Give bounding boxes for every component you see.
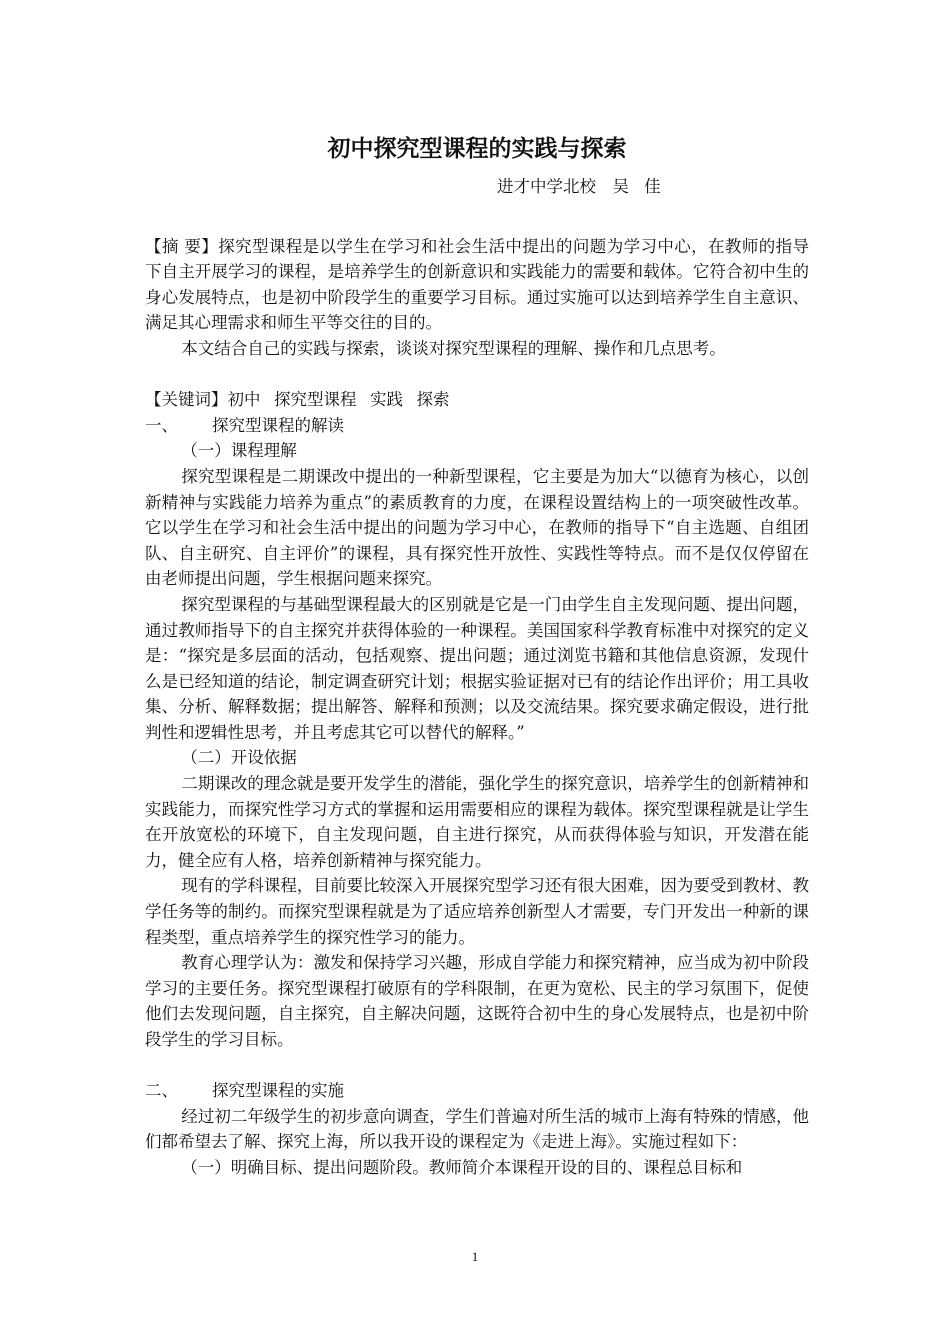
body-paragraph: 探究型课程是二期课改中提出的一种新型课程，它主要是为加大“以德育为核心，以创新精神与实践能力培养为重点”的素质教育的力度，在课程设置结构上的一项突破性改革。它以学生在学习和社会生活中提出的问题为学习中心，在教师的指导下“自主选题、自组团队、自主研究、自主评价”的课程，具有探究性开放性、实践性等特点。而不是仅仅停留在由老师提出问题，学生根据问题来探究。 <box>145 466 809 589</box>
blank-line <box>145 1053 809 1079</box>
blank-line <box>145 362 809 388</box>
section-heading-2 <box>145 1078 809 1104</box>
body-paragraph: （一）明确目标、提出问题阶段。教师简介本课程开设的目的、课程总目标和 <box>181 1157 743 1177</box>
section-number: 二、 <box>145 1081 178 1101</box>
document-body <box>145 128 809 1181</box>
section-number: 一、 <box>145 415 178 435</box>
section-heading-1 <box>145 413 809 439</box>
body-paragraph: 经过初二年级学生的初步意向调查，学生们普遍对所生活的城市上海有特殊的情感，他们都希望去了解、探究上海，所以我开设的课程定为《走进上海》。实施过程如下： <box>145 1106 809 1152</box>
abstract-paragraph: 【摘 要】探究型课程是以学生在学习和社会生活中提出的问题为学习中心，在教师的指导下自主开展学习的课程，是培养学生的创新意识和实践能力的需要和载体。它符合初中生的身心发展特点，也是初中阶段学生的重要学习目标。通过实施可以达到培养学生自主意识、满足其心理需求和师生平等交往的目的。 <box>145 236 809 333</box>
body-paragraph: 探究型课程的与基础型课程最大的区别就是它是一门由学生自主发现问题、提出问题，通过教师指导下的自主探究并获得体验的一种课程。美国国家科学教育标准中对探究的定义是：“探究是多层面的活动，包括观察、提出问题；通过浏览书籍和其他信息资源，发现什么是已经知道的结论，制定调查研究计划；根据实验证据对已有的结论作出评价；用工具收集、分析、解释数据；提出解答、解释和预测；以及交流结果。探究要求确定假设，进行批判性和逻辑性思考，并且考虑其它可以替代的解释。” <box>145 594 809 742</box>
subsection-heading: （二）开设依据 <box>181 748 297 768</box>
subsection-heading: （一）课程理解 <box>181 441 297 461</box>
abstract-paragraph-2: 本文结合自己的实践与探索，谈谈对探究型课程的理解、操作和几点思考。 <box>181 338 726 358</box>
section-title: 探究型课程的实施 <box>212 1081 344 1101</box>
section-title: 探究型课程的解读 <box>212 415 344 435</box>
body-paragraph: 现有的学科课程，目前要比较深入开展探究型学习还有很大困难，因为要受到教材、教学任务等的制约。而探究型课程就是为了适应培养创新型人才需要，专门开发出一种新的课程类型，重点培养学生的探究性学习的能力。 <box>145 876 809 947</box>
keywords-line: 【关键词】初中 探究型课程 实践 探索 <box>145 390 450 410</box>
body-paragraph: 教育心理学认为：激发和保持学习兴趣，形成自学能力和探究精神，应当成为初中阶段学习的主要任务。探究型课程打破原有的学科限制，在更为宽松、民主的学习氛围下，促使他们去发现问题，自主探究，自主解决问题，这既符合初中生的身心发展特点，也是初中阶段学生的学习目标。 <box>145 953 809 1049</box>
document-title: 初中探究型课程的实践与探索 <box>327 136 627 162</box>
author-line: 进才中学北校 吴 佳 <box>497 177 661 196</box>
body-paragraph: 二期课改的理念就是要开发学生的潜能，强化学生的探究意识，培养学生的创新精神和实践能力，而探究性学习方式的掌握和运用需要相应的课程为载体。探究型课程就是让学生在开放宽松的环境下，自主发现问题，自主进行探究，从而获得体验与知识，开发潜在能力，健全应有人格，培养创新精神与探究能力。 <box>145 774 809 870</box>
page-number: 1 <box>471 1249 479 1264</box>
